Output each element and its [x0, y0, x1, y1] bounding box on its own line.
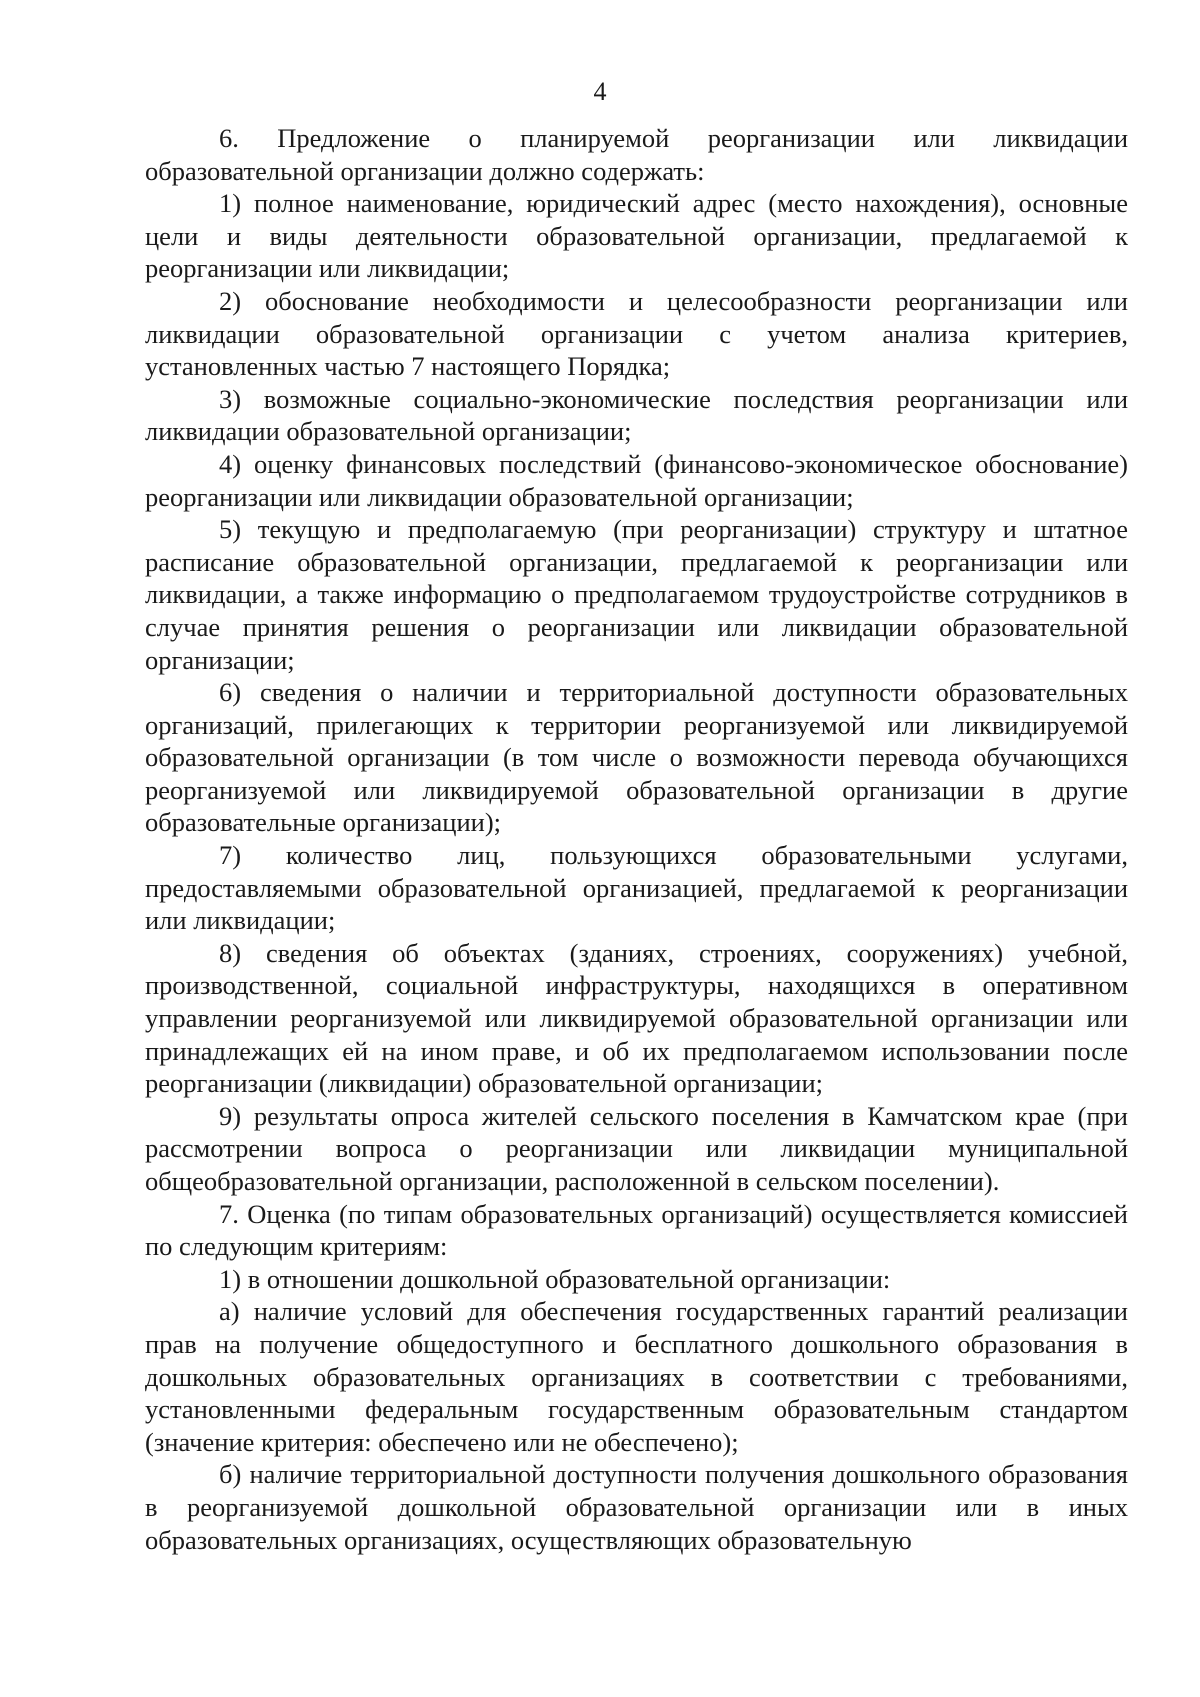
page-number: 4: [593, 77, 607, 106]
document-body: [145, 122, 1128, 1556]
list-item-6-9: 9) результаты опроса жителей сельского поселения в Камчатском крае (при рассмотрении вопроса о реорганизации или ликвидации муниципальной общеобразовательной организации, расположенной в сельском поселении).: [145, 1100, 1128, 1196]
list-item-7-1: 1) в отношении дошкольной образовательной организации:: [219, 1263, 891, 1294]
list-item-6-8: 8) сведения об объектах (зданиях, строениях, сооружениях) учебной, производственной, социальной инфраструктуры, находящихся в оперативном управлении реорганизуемой или ликвидируемой образовательной организации или принадлежащих ей на ином праве, и об их предполагаемом использовании после реорганизации (ликвидации) образовательной организации;: [145, 937, 1128, 1099]
list-item-7-1-a: а) наличие условий для обеспечения государственных гарантий реализации прав на получение общедоступного и бесплатного дошкольного образования в дошкольных образовательных организациях в соответствии с требованиями, установленными федеральным государственным образовательным стандартом (значение критерия: обеспечено или не обеспечено);: [145, 1296, 1128, 1457]
list-item-6-1: 1) полное наименование, юридический адрес (место нахождения), основные цели и виды деятельности образовательной организации, предлагаемой к реорганизации или ликвидации;: [145, 188, 1128, 284]
paragraph-6-intro: 6. Предложение о планируемой реорганизации или ликвидации образовательной организации должно содержать:: [145, 123, 1128, 186]
list-item-6-7: 7) количество лиц, пользующихся образовательными услугами, предоставляемыми образовательной организацией, предлагаемой к реорганизации или ликвидации;: [145, 840, 1128, 936]
paragraph-7-intro: 7. Оценка (по типам образовательных организаций) осуществляется комиссией по следующим критериям:: [145, 1198, 1128, 1262]
list-item-6-6: 6) сведения о наличии и территориальной доступности образовательных организаций, прилегающих к территории реорганизуемой или ликвидируемой образовательной организации (в том числе о возможности перевода обучающихся реорганизуемой или ликвидируемой образовательной организации в другие образовательные организации);: [145, 677, 1128, 838]
list-item-6-4: 4) оценку финансовых последствий (финансово-экономическое обоснование) реорганизации или ликвидации образовательной организации;: [145, 448, 1128, 512]
list-item-6-3: 3) возможные социально-экономические последствия реорганизации или ликвидации образовательной организации;: [145, 383, 1128, 447]
list-item-7-1-b: б) наличие территориальной доступности получения дошкольного образования в реорганизуемой дошкольной образовательной организации или в иных образовательных организациях, осуществляющих образовательную: [145, 1459, 1128, 1555]
list-item-6-2: 2) обоснование необходимости и целесообразности реорганизации или ликвидации образовательной организации с учетом анализа критериев, установленных частью 7 настоящего Порядка;: [145, 285, 1128, 382]
list-item-6-5: 5) текущую и предполагаемую (при реорганизации) структуру и штатное расписание образовательной организации, предлагаемой к реорганизации или ликвидации, а также информацию о предполагаемом трудоустройстве сотрудников в случае принятия решения о реорганизации или ликвидации образовательной организации;: [145, 514, 1128, 675]
